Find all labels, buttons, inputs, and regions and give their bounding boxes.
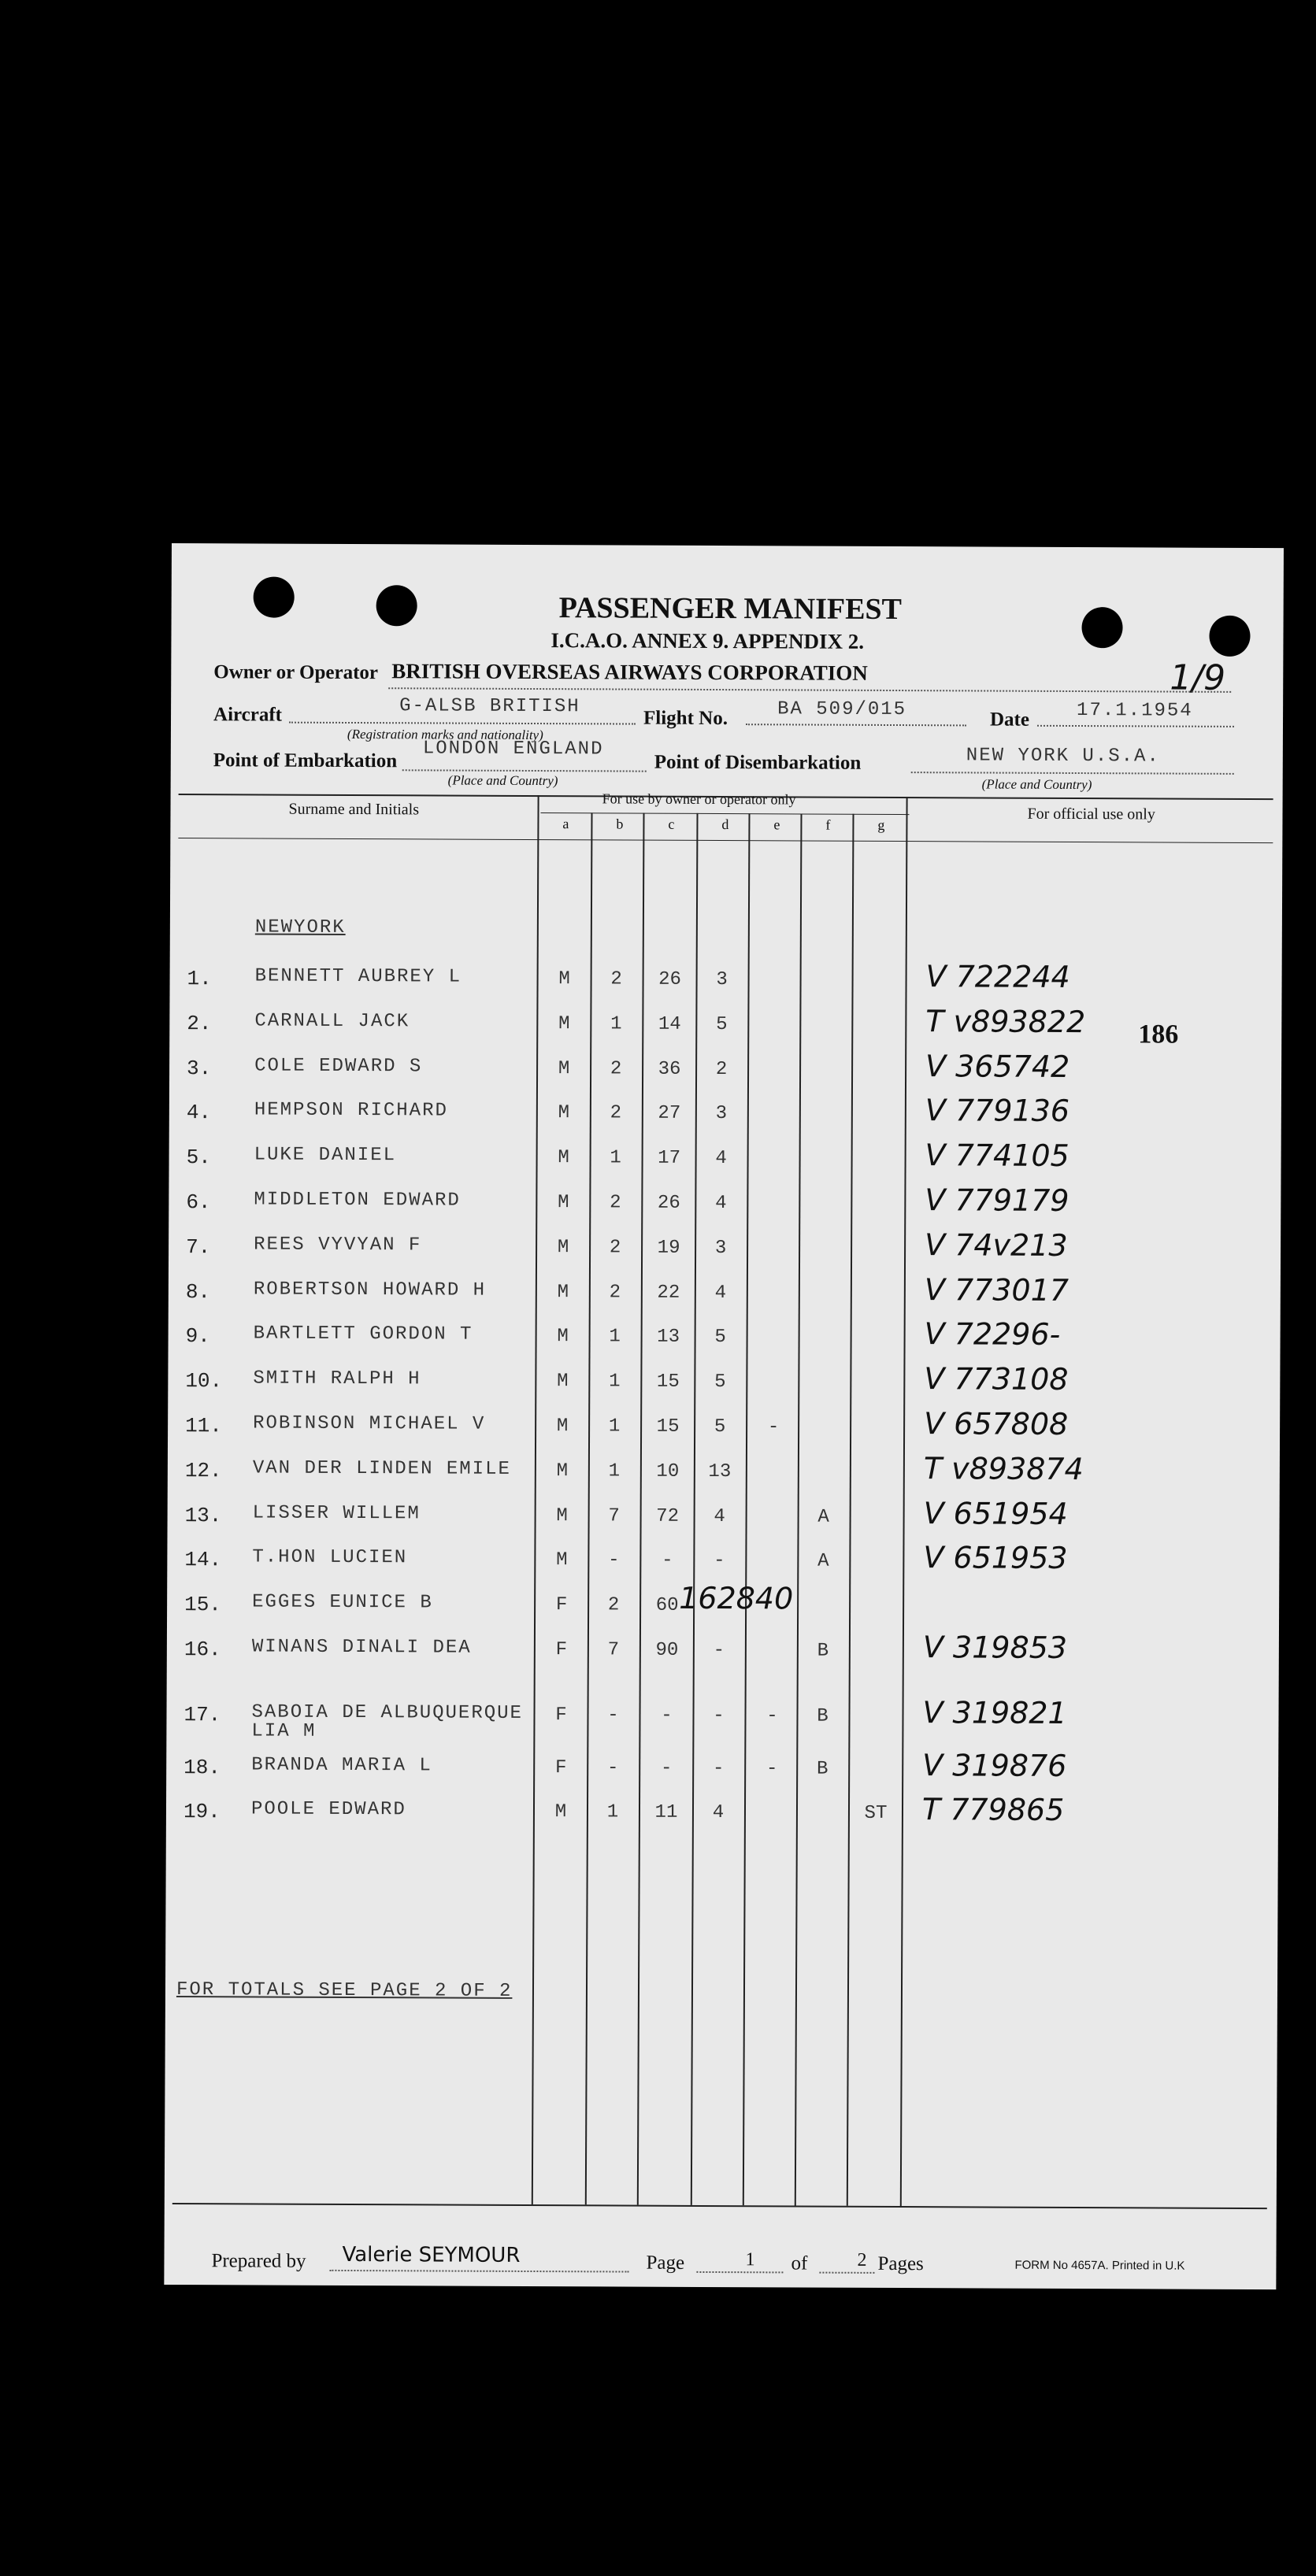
col-c-cell: 19 (657, 1237, 680, 1259)
aircraft-line (289, 722, 636, 725)
page-value: 1 (745, 2249, 755, 2271)
col-f-cell: B (817, 1640, 829, 1662)
official-use-entry: V 722244 (925, 959, 1070, 994)
passenger-name: LISSER WILLEM (252, 1502, 421, 1524)
col-a-cell: M (557, 1236, 569, 1259)
table-row (168, 1318, 1280, 1367)
col-e-cell: - (767, 1416, 780, 1438)
col-a-cell: M (556, 1460, 569, 1482)
col-c-cell: 27 (658, 1103, 681, 1125)
col-c-cell: 26 (658, 968, 682, 990)
date-value: 17.1.1954 (1077, 700, 1193, 722)
col-d-cell: 5 (716, 1013, 728, 1035)
official-use-entry: T 779865 (921, 1792, 1065, 1828)
col-a-cell: M (558, 1192, 569, 1214)
official-use-entry: V 779136 (925, 1093, 1070, 1129)
col-a-cell: M (558, 1057, 570, 1079)
col-c-cell: 15 (656, 1371, 680, 1393)
col-b-cell: 1 (608, 1460, 621, 1482)
table-row (168, 1408, 1280, 1456)
form-title: PASSENGER MANIFEST (558, 591, 903, 627)
table-row (166, 1694, 1278, 1745)
col-b-cell: 1 (609, 1371, 621, 1393)
passenger-name-continued: LIA M (251, 1720, 317, 1742)
col-f-cell: B (816, 1758, 829, 1780)
table-row (169, 1229, 1281, 1278)
col-d-cell: 13 (708, 1460, 732, 1482)
col-a-header: a (562, 816, 569, 832)
table-row (169, 1005, 1281, 1054)
form-subtitle: I.C.A.O. ANNEX 9. APPENDIX 2. (550, 628, 865, 653)
passenger-name: MIDDLETON EDWARD (254, 1189, 461, 1212)
col-c-cell: 14 (658, 1013, 681, 1035)
flight-line (746, 724, 966, 726)
disembarkation-line (911, 772, 1234, 775)
col-c-cell: 72 (656, 1505, 680, 1527)
embarkation-note: (Place and Country) (447, 772, 558, 789)
col-g-header: g (877, 816, 885, 833)
punch-hole-left-1 (254, 576, 295, 617)
col-a-cell: M (558, 1147, 569, 1169)
col-a-cell: M (557, 1371, 569, 1393)
pages-value: 2 (857, 2249, 867, 2271)
prepared-value: Valerie SEYMOUR (342, 2242, 521, 2267)
official-use-entry: V 657808 (924, 1406, 1069, 1442)
col-c-cell: - (662, 1550, 673, 1572)
row-number: 7. (186, 1234, 211, 1260)
col-a-cell: M (556, 1549, 568, 1571)
table-row (169, 960, 1281, 1009)
row-number: 10. (185, 1369, 223, 1393)
col-a-cell: M (558, 1102, 570, 1124)
official-use-entry: V 651954 (923, 1495, 1068, 1531)
embarkation-line (402, 769, 647, 772)
official-use-entry: V 319853 (922, 1630, 1068, 1665)
of-label: of (791, 2252, 808, 2274)
table-row (168, 1363, 1280, 1412)
row-number: 13. (184, 1503, 222, 1527)
passenger-name: POOLE EDWARD (250, 1798, 406, 1821)
prepared-label: Prepared by (211, 2250, 306, 2272)
row-number: 14. (184, 1548, 222, 1572)
page-line (696, 2271, 783, 2273)
row-number: 9. (185, 1324, 210, 1349)
col-d-cell: 4 (712, 1802, 725, 1824)
col-f-cell: B (817, 1705, 829, 1727)
row-number: 18. (183, 1755, 221, 1779)
form-number: FORM No 4657A. Printed in U.K (1014, 2258, 1185, 2273)
row-number: 15. (184, 1593, 221, 1617)
row-number: 11. (185, 1414, 222, 1438)
col-d-cell: 3 (714, 1237, 727, 1259)
col-c-cell: - (660, 1757, 673, 1779)
table-row (169, 1094, 1281, 1143)
row-number: 19. (183, 1800, 221, 1824)
col-d-cell: - (712, 1757, 725, 1779)
col-d-cell: 4 (714, 1282, 727, 1304)
col-a-cell: F (555, 1639, 568, 1661)
passenger-name: BENNETT AUBREY L (254, 965, 462, 988)
passenger-name: WINANS DINALI DEA (251, 1636, 472, 1659)
table-header-rule (178, 838, 1273, 843)
passenger-name: CARNALL JACK (254, 1010, 410, 1033)
flight-label: Flight No. (643, 707, 728, 730)
col-b-cell: 2 (610, 968, 622, 990)
col-d-cell: 4 (715, 1193, 727, 1215)
col-d-cell: 3 (716, 969, 728, 991)
row-number: 4. (186, 1101, 212, 1125)
col-e-cell: - (766, 1757, 778, 1779)
passenger-name: SABOIA DE ALBUQUERQUE (251, 1701, 524, 1724)
col-b-cell: 2 (610, 1192, 621, 1214)
row-number: 2. (187, 1011, 212, 1036)
col-header-name: Surname and Initials (288, 800, 420, 819)
passenger-name: HEMPSON RICHARD (254, 1099, 448, 1122)
col-d-cell: 2 (715, 1058, 728, 1080)
table-row (167, 1581, 1279, 1635)
col-b-cell: 1 (610, 1013, 622, 1035)
prepared-line (329, 2270, 628, 2273)
col-a-cell: M (557, 1326, 569, 1348)
pages-label: Pages (877, 2252, 924, 2275)
official-use-entry: V 779179 (925, 1183, 1069, 1218)
table-row (166, 1749, 1278, 1798)
official-use-entry: V 774105 (925, 1138, 1069, 1174)
col-e-cell: - (766, 1705, 778, 1727)
col-b-cell: 2 (609, 1282, 621, 1304)
row-number: 6. (186, 1190, 211, 1215)
col-a-cell: F (555, 1704, 567, 1726)
col-b-cell: 2 (610, 1102, 622, 1124)
col-a-cell: M (558, 1012, 570, 1035)
col-d-cell: 3 (715, 1103, 728, 1125)
col-b-cell: 1 (610, 1147, 621, 1169)
col-c-cell: 36 (658, 1058, 681, 1080)
passenger-name: BARTLETT GORDON T (253, 1323, 473, 1346)
section-heading: NEWYORK (254, 916, 346, 938)
owner-line (388, 687, 1231, 693)
official-use-entry: V 651953 (923, 1540, 1068, 1576)
col-a-cell: M (558, 968, 570, 990)
col-d-cell: 162840 (679, 1581, 794, 1616)
manifest-sheet (164, 543, 1284, 2289)
col-d-cell: 5 (714, 1371, 726, 1393)
date-line (1037, 725, 1234, 727)
col-a-cell: M (556, 1505, 568, 1527)
official-use-entry: V 773108 (924, 1361, 1069, 1397)
official-use-entry: V 74v213 (925, 1227, 1068, 1263)
table-row (169, 1050, 1281, 1099)
flight-value: BA 509/015 (777, 698, 907, 721)
owner-value: BRITISH OVERSEAS AIRWAYS CORPORATION (391, 659, 868, 685)
official-use-entry: T v893822 (925, 1003, 1086, 1039)
embarkation-value: LONDON ENGLAND (422, 738, 604, 761)
col-b-header: b (616, 816, 624, 832)
passenger-name: ROBINSON MICHAEL V (253, 1412, 486, 1435)
col-b-cell: - (608, 1549, 620, 1571)
col-c-cell: 10 (656, 1460, 680, 1482)
col-f-header: f (825, 816, 831, 833)
col-b-cell: 1 (609, 1326, 621, 1348)
col-a-cell: M (557, 1281, 569, 1303)
col-b-cell: - (607, 1704, 619, 1727)
row-number: 12. (184, 1458, 222, 1483)
passenger-name: BRANDA MARIA L (251, 1754, 432, 1777)
official-use-entry: V 319821 (922, 1694, 1067, 1730)
disembarkation-value: NEW YORK U.S.A. (966, 745, 1160, 768)
col-c-cell: 22 (657, 1282, 680, 1304)
official-use-entry: V 365742 (925, 1048, 1070, 1084)
table-row (169, 1139, 1281, 1188)
stamp-number: 186 (1138, 1020, 1179, 1049)
col-c-cell: 11 (654, 1802, 678, 1824)
col-a-cell: M (554, 1801, 567, 1823)
col-f-cell: A (817, 1506, 829, 1528)
col-b-cell: - (606, 1757, 619, 1779)
disembarkation-label: Point of Disembarkation (654, 751, 862, 774)
passenger-name: SMITH RALPH H (253, 1368, 421, 1390)
aircraft-value: G-ALSB BRITISH (399, 695, 580, 718)
col-b-cell: 7 (607, 1639, 620, 1661)
row-number: 17. (183, 1702, 221, 1727)
col-a-cell: F (554, 1756, 567, 1778)
row-number: 1. (187, 967, 212, 991)
col-header-official: For official use only (1027, 805, 1155, 824)
col-b-cell: 2 (610, 1058, 622, 1080)
aircraft-note: (Registration marks and nationality) (347, 726, 543, 743)
col-c-cell: 90 (655, 1639, 679, 1661)
official-use-entry: V 72296- (924, 1316, 1061, 1353)
row-number: 8. (185, 1279, 211, 1304)
passenger-name: T.HON LUCIEN (252, 1546, 408, 1569)
passenger-name: EGGES EUNICE B (252, 1591, 433, 1614)
col-d-cell: 4 (714, 1505, 725, 1527)
owner-label: Owner or Operator (213, 661, 379, 684)
punch-hole-right-2 (1209, 616, 1250, 657)
official-use-entry: V 773017 (924, 1271, 1069, 1308)
col-c-header: c (668, 816, 675, 832)
table-row (167, 1631, 1279, 1680)
col-d-cell: - (713, 1640, 725, 1662)
official-use-entry: V 319876 (922, 1747, 1067, 1783)
punch-hole-right-1 (1081, 607, 1122, 648)
punch-hole-left-2 (376, 585, 417, 626)
passenger-name: LUKE DANIEL (254, 1144, 397, 1167)
row-number: 3. (187, 1056, 212, 1080)
date-label: Date (989, 709, 1030, 731)
col-a-cell: F (555, 1594, 568, 1616)
col-b-cell: 7 (608, 1505, 620, 1527)
col-b-cell: 1 (606, 1801, 619, 1823)
row-number: 16. (183, 1638, 221, 1662)
col-b-cell: 2 (609, 1237, 621, 1259)
col-b-cell: 1 (608, 1416, 621, 1438)
col-f-cell: A (817, 1550, 829, 1573)
pages-line (819, 2272, 874, 2274)
passenger-name: ROBERTSON HOWARD H (253, 1279, 487, 1301)
table-row (168, 1450, 1280, 1501)
table-row (169, 1271, 1281, 1323)
col-c-cell: 15 (656, 1416, 680, 1438)
col-header-owner-use: For use by owner or operator only (602, 790, 796, 808)
col-d-cell: - (713, 1704, 725, 1727)
table-row (169, 1184, 1281, 1233)
col-d-header: d (721, 816, 729, 833)
official-use-entry: T v893874 (923, 1450, 1084, 1486)
footer-rule (172, 2203, 1267, 2209)
col-c-cell: 60 (655, 1594, 679, 1617)
embarkation-label: Point of Embarkation (213, 749, 398, 772)
col-g-cell: ST (864, 1803, 888, 1825)
aircraft-label: Aircraft (213, 704, 283, 726)
passenger-name: VAN DER LINDEN EMILE (252, 1457, 511, 1480)
passenger-name: COLE EDWARD S (254, 1055, 423, 1077)
table-row (166, 1793, 1278, 1842)
col-c-cell: 17 (658, 1147, 681, 1170)
disembarkation-note: (Place and Country) (981, 776, 1092, 793)
page-label: Page (646, 2252, 685, 2274)
col-d-cell: 4 (715, 1148, 727, 1170)
passenger-name: REES VYVYAN F (254, 1234, 422, 1257)
col-d-cell: 5 (714, 1416, 726, 1438)
corner-mark: 1/9 (1170, 657, 1226, 698)
col-e-header: e (773, 816, 780, 833)
row-number: 5. (186, 1146, 211, 1170)
col-c-cell: 26 (657, 1192, 680, 1214)
col-c-cell: 13 (657, 1327, 680, 1349)
totals-note: FOR TOTALS SEE PAGE 2 OF 2 (176, 1979, 513, 2002)
col-a-cell: M (556, 1416, 569, 1438)
col-d-cell: 5 (714, 1327, 726, 1349)
table-row (167, 1497, 1279, 1546)
col-d-cell: - (714, 1550, 725, 1572)
col-c-cell: - (661, 1704, 673, 1727)
col-b-cell: 2 (607, 1594, 620, 1616)
